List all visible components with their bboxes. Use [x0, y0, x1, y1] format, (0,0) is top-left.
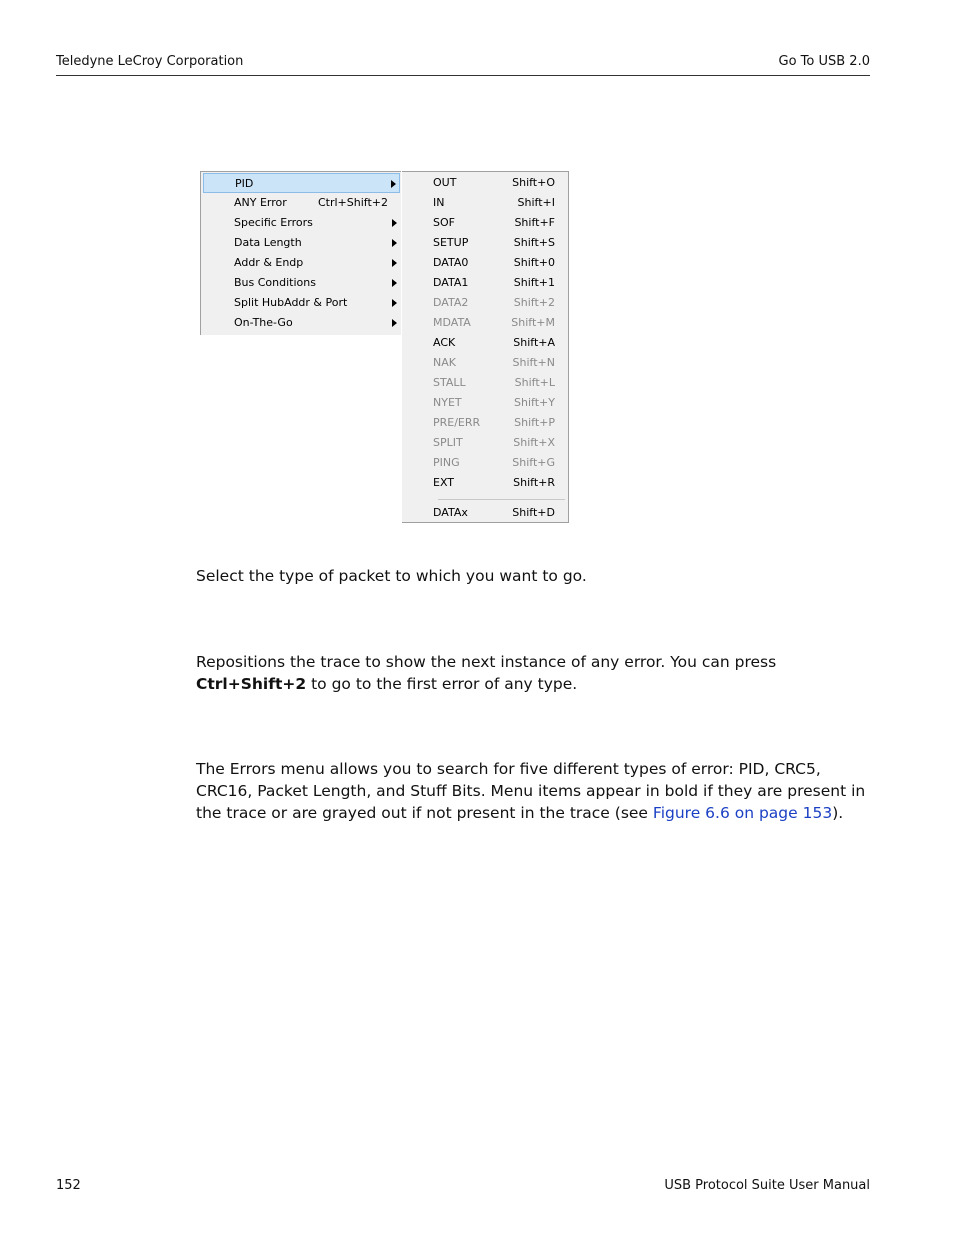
submenu-item-stall: STALL Shift+L: [433, 376, 555, 389]
submenu-item-in[interactable]: IN Shift+I: [433, 196, 555, 209]
menu-item-on-the-go[interactable]: On-The-Go: [203, 313, 400, 333]
footer-title: USB Protocol Suite User Manual: [664, 1178, 870, 1193]
menu-item-data-length[interactable]: Data Length: [203, 233, 400, 253]
submenu-arrow-icon: [392, 279, 397, 287]
submenu-arrow-icon: [392, 319, 397, 327]
submenu-item-pre-err: PRE/ERR Shift+P: [433, 416, 555, 429]
submenu-item-out[interactable]: OUT Shift+O: [433, 176, 555, 189]
menu-item-split-hubaddr-port[interactable]: Split HubAddr & Port: [203, 293, 400, 313]
submenu-separator: [438, 499, 565, 500]
submenu-arrow-icon: [391, 180, 396, 188]
menu-item-specific-errors[interactable]: Specific Errors: [203, 213, 400, 233]
header-right: Go To USB 2.0: [778, 54, 870, 69]
header-left: Teledyne LeCroy Corporation: [56, 54, 244, 69]
submenu-arrow-icon: [392, 239, 397, 247]
figure-link[interactable]: Figure 6.6 on page 153: [652, 804, 833, 822]
paragraph-specific-errors: The Errors menu allows you to search for five different types of error: PID, CRC5, CRC16, Packet Length, and Stuff Bits. Menu items appear in bold if they are present in the trace or are grayed out if not present in the trace (see Figure 6.6 on page 153).: [196, 760, 866, 822]
menu-item-addr-endp[interactable]: Addr & Endp: [203, 253, 400, 273]
submenu-item-mdata: MDATA Shift+M: [433, 316, 555, 329]
paragraph-pid: Select the type of packet to which you want to go.: [196, 567, 587, 585]
submenu-item-ping: PING Shift+G: [433, 456, 555, 469]
submenu-arrow-icon: [392, 299, 397, 307]
submenu-item-sof[interactable]: SOF Shift+F: [433, 216, 555, 229]
submenu-item-datax[interactable]: DATAx Shift+D: [433, 506, 555, 519]
submenu-item-nyet: NYET Shift+Y: [433, 396, 555, 409]
pid-submenu: [402, 171, 569, 523]
submenu-item-ext[interactable]: EXT Shift+R: [433, 476, 555, 489]
shortcut-label: Ctrl+Shift+2: [317, 196, 388, 209]
submenu-item-ack[interactable]: ACK Shift+A: [433, 336, 555, 349]
header-rule: [56, 75, 870, 76]
submenu-arrow-icon: [392, 219, 397, 227]
submenu-item-nak: NAK Shift+N: [433, 356, 555, 369]
submenu-arrow-icon: [392, 259, 397, 267]
submenu-item-setup[interactable]: SETUP Shift+S: [433, 236, 555, 249]
submenu-item-split: SPLIT Shift+X: [433, 436, 555, 449]
paragraph-any-error: Repositions the trace to show the next instance of any error. You can press Ctrl+Shift+2 to go to the first error of any type.: [196, 653, 777, 693]
menu-item-pid[interactable]: PID: [203, 173, 400, 193]
menu-item-any-error[interactable]: ANY Error Ctrl+Shift+2: [203, 193, 400, 213]
shortcut-text: Ctrl+Shift+2: [196, 675, 307, 693]
goto-menu: [200, 171, 401, 335]
menu-item-bus-conditions[interactable]: Bus Conditions: [203, 273, 400, 293]
submenu-item-data2: DATA2 Shift+2: [433, 296, 555, 309]
page-number: 152: [56, 1178, 81, 1193]
submenu-item-data1[interactable]: DATA1 Shift+1: [433, 276, 555, 289]
submenu-item-data0[interactable]: DATA0 Shift+0: [433, 256, 555, 269]
